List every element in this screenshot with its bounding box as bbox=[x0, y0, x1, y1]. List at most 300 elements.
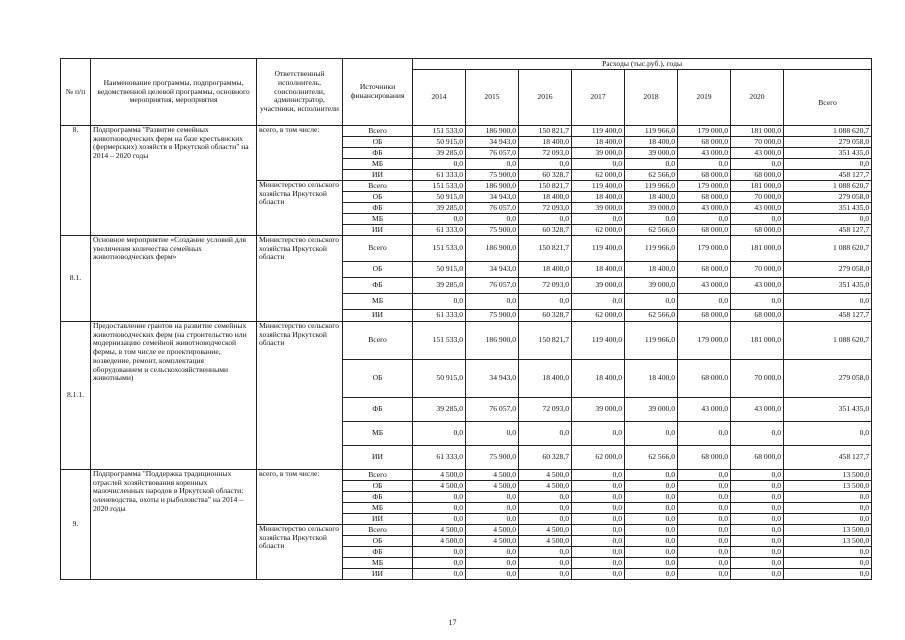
expense-cell: 18 400,0 bbox=[519, 262, 572, 278]
expense-cell: 70 000,0 bbox=[731, 262, 784, 278]
expense-cell: 0,0 bbox=[466, 514, 519, 525]
expense-cell: 61 333,0 bbox=[413, 446, 466, 470]
expense-cell: 68 000,0 bbox=[678, 446, 731, 470]
expense-cell: 68 000,0 bbox=[678, 225, 731, 236]
funding-source: ФБ bbox=[343, 148, 413, 159]
expense-cell: 0,0 bbox=[625, 294, 678, 310]
total-cell: 0,0 bbox=[784, 503, 872, 514]
funding-source: ИИ bbox=[343, 514, 413, 525]
total-cell: 1 088 620,7 bbox=[784, 126, 872, 137]
expense-cell: 151 533,0 bbox=[413, 181, 466, 192]
row-number: 8.1. bbox=[61, 236, 91, 322]
header-year: 2014 bbox=[413, 70, 466, 126]
expense-cell: 62 000,0 bbox=[572, 225, 625, 236]
expense-cell: 39 285,0 bbox=[413, 148, 466, 159]
expense-cell: 68 000,0 bbox=[731, 225, 784, 236]
expense-cell: 0,0 bbox=[625, 470, 678, 481]
row-number: 8. bbox=[61, 126, 91, 236]
table-body bbox=[61, 126, 872, 580]
expense-cell: 61 333,0 bbox=[413, 225, 466, 236]
expense-cell: 0,0 bbox=[572, 503, 625, 514]
total-cell: 13 500,0 bbox=[784, 470, 872, 481]
expense-cell: 4 500,0 bbox=[519, 536, 572, 547]
expense-cell: 62 566,0 bbox=[625, 170, 678, 181]
expense-cell: 0,0 bbox=[572, 481, 625, 492]
total-cell: 0,0 bbox=[784, 569, 872, 580]
funding-source: ИИ bbox=[343, 569, 413, 580]
program-name: Подпрограмма "Поддержка традиционных отраслей хозяйствования коренных малочисленных народов в Иркутской области: оленеводства, охоты и рыболовства" на 2014 – 2020 годы bbox=[91, 470, 257, 580]
expense-cell: 68 000,0 bbox=[678, 262, 731, 278]
expense-cell: 18 400,0 bbox=[519, 137, 572, 148]
expense-cell: 72 093,0 bbox=[519, 278, 572, 294]
expense-cell: 0,0 bbox=[466, 558, 519, 569]
total-cell: 351 435,0 bbox=[784, 398, 872, 422]
funding-source: ИИ bbox=[343, 446, 413, 470]
expense-cell: 181 000,0 bbox=[731, 126, 784, 137]
expense-cell: 18 400,0 bbox=[519, 360, 572, 398]
expense-cell: 119 966,0 bbox=[625, 181, 678, 192]
expense-cell: 0,0 bbox=[572, 422, 625, 446]
expense-cell: 4 500,0 bbox=[413, 525, 466, 536]
row-number: 9. bbox=[61, 470, 91, 580]
expense-cell: 39 000,0 bbox=[625, 203, 678, 214]
header-sources: Источники финансирования bbox=[343, 59, 413, 126]
expense-cell: 50 915,0 bbox=[413, 192, 466, 203]
expense-cell: 4 500,0 bbox=[466, 481, 519, 492]
total-cell: 458 127,7 bbox=[784, 446, 872, 470]
expense-cell: 0,0 bbox=[678, 536, 731, 547]
table-row bbox=[61, 322, 872, 360]
expense-cell: 186 900,0 bbox=[466, 322, 519, 360]
header-total: Всего bbox=[784, 70, 872, 126]
expense-cell: 43 000,0 bbox=[731, 203, 784, 214]
expense-cell: 179 000,0 bbox=[678, 322, 731, 360]
expense-cell: 0,0 bbox=[625, 525, 678, 536]
expense-cell: 179 000,0 bbox=[678, 181, 731, 192]
responsible-executor: всего, в том числе: bbox=[257, 126, 343, 181]
expense-cell: 181 000,0 bbox=[731, 322, 784, 360]
expense-cell: 34 943,0 bbox=[466, 192, 519, 203]
expense-cell: 150 821,7 bbox=[519, 126, 572, 137]
expense-cell: 43 000,0 bbox=[678, 278, 731, 294]
expense-cell: 0,0 bbox=[572, 558, 625, 569]
expense-cell: 0,0 bbox=[625, 492, 678, 503]
total-cell: 0,0 bbox=[784, 558, 872, 569]
expense-cell: 18 400,0 bbox=[519, 192, 572, 203]
expense-cell: 119 400,0 bbox=[572, 236, 625, 262]
expense-cell: 0,0 bbox=[466, 492, 519, 503]
expense-cell: 50 915,0 bbox=[413, 137, 466, 148]
expense-cell: 39 000,0 bbox=[572, 148, 625, 159]
expense-cell: 76 057,0 bbox=[466, 398, 519, 422]
funding-source: Всего bbox=[343, 322, 413, 360]
expense-cell: 4 500,0 bbox=[519, 525, 572, 536]
expense-cell: 0,0 bbox=[572, 214, 625, 225]
expense-cell: 0,0 bbox=[519, 503, 572, 514]
expense-cell: 0,0 bbox=[731, 514, 784, 525]
expense-cell: 68 000,0 bbox=[731, 446, 784, 470]
responsible-executor: Министерство сельского хозяйства Иркутской области bbox=[257, 181, 343, 236]
expense-cell: 119 966,0 bbox=[625, 126, 678, 137]
expense-cell: 60 328,7 bbox=[519, 446, 572, 470]
funding-source: ОБ bbox=[343, 192, 413, 203]
expense-cell: 0,0 bbox=[519, 159, 572, 170]
expense-cell: 0,0 bbox=[519, 492, 572, 503]
expense-cell: 0,0 bbox=[731, 558, 784, 569]
header-responsible: Ответственный исполнитель, соисполнители, администратор, участники, исполнители bbox=[257, 59, 343, 126]
funding-source: Всего bbox=[343, 236, 413, 262]
header-year: 2018 bbox=[625, 70, 678, 126]
expense-cell: 0,0 bbox=[466, 214, 519, 225]
expense-cell: 0,0 bbox=[572, 525, 625, 536]
expense-cell: 68 000,0 bbox=[678, 192, 731, 203]
total-cell: 1 088 620,7 bbox=[784, 322, 872, 360]
funding-source: МБ bbox=[343, 294, 413, 310]
expense-cell: 0,0 bbox=[625, 503, 678, 514]
expense-cell: 18 400,0 bbox=[625, 360, 678, 398]
expense-cell: 150 821,7 bbox=[519, 181, 572, 192]
header-year: 2017 bbox=[572, 70, 625, 126]
expense-cell: 18 400,0 bbox=[625, 262, 678, 278]
expense-cell: 18 400,0 bbox=[572, 360, 625, 398]
expense-cell: 181 000,0 bbox=[731, 181, 784, 192]
expense-cell: 0,0 bbox=[678, 558, 731, 569]
expense-cell: 72 093,0 bbox=[519, 203, 572, 214]
expense-cell: 76 057,0 bbox=[466, 278, 519, 294]
total-cell: 0,0 bbox=[784, 159, 872, 170]
row-number: 8.1.1. bbox=[61, 322, 91, 470]
expense-cell: 43 000,0 bbox=[731, 278, 784, 294]
table-row bbox=[61, 236, 872, 262]
total-cell: 458 127,7 bbox=[784, 310, 872, 322]
expense-cell: 0,0 bbox=[572, 470, 625, 481]
total-cell: 13 500,0 bbox=[784, 525, 872, 536]
expense-cell: 0,0 bbox=[572, 547, 625, 558]
funding-source: МБ bbox=[343, 422, 413, 446]
expense-cell: 68 000,0 bbox=[731, 310, 784, 322]
expense-cell: 62 000,0 bbox=[572, 170, 625, 181]
expense-cell: 150 821,7 bbox=[519, 236, 572, 262]
expense-cell: 4 500,0 bbox=[466, 536, 519, 547]
expense-cell: 0,0 bbox=[625, 514, 678, 525]
expense-cell: 0,0 bbox=[625, 547, 678, 558]
expense-cell: 61 333,0 bbox=[413, 310, 466, 322]
funding-source: Всего bbox=[343, 525, 413, 536]
total-cell: 0,0 bbox=[784, 492, 872, 503]
expense-cell: 0,0 bbox=[731, 294, 784, 310]
expense-cell: 0,0 bbox=[731, 214, 784, 225]
responsible-executor: всего, в том числе: bbox=[257, 470, 343, 525]
header-year: 2015 bbox=[466, 70, 519, 126]
expense-cell: 4 500,0 bbox=[413, 470, 466, 481]
expense-cell: 62 566,0 bbox=[625, 225, 678, 236]
expense-cell: 0,0 bbox=[678, 294, 731, 310]
expense-cell: 43 000,0 bbox=[678, 148, 731, 159]
expense-cell: 70 000,0 bbox=[731, 192, 784, 203]
expense-cell: 75 900,0 bbox=[466, 310, 519, 322]
funding-source: Всего bbox=[343, 126, 413, 137]
expense-cell: 60 328,7 bbox=[519, 170, 572, 181]
expense-cell: 0,0 bbox=[678, 470, 731, 481]
header-name: Наименование программы, подпрограммы, ведомственной целевой программы, основного мероприятия, мероприятия bbox=[91, 59, 257, 126]
funding-source: ОБ bbox=[343, 360, 413, 398]
expense-cell: 0,0 bbox=[678, 547, 731, 558]
expense-cell: 151 533,0 bbox=[413, 126, 466, 137]
expense-cell: 72 093,0 bbox=[519, 398, 572, 422]
expense-cell: 0,0 bbox=[466, 547, 519, 558]
expense-cell: 4 500,0 bbox=[519, 470, 572, 481]
expense-cell: 34 943,0 bbox=[466, 137, 519, 148]
header-expenses: Расходы (тыс.руб.), годы bbox=[413, 59, 872, 70]
expense-cell: 39 000,0 bbox=[625, 278, 678, 294]
expense-cell: 0,0 bbox=[678, 159, 731, 170]
expense-cell: 0,0 bbox=[413, 569, 466, 580]
table-header bbox=[61, 59, 872, 126]
expense-cell: 186 900,0 bbox=[466, 126, 519, 137]
expense-cell: 0,0 bbox=[519, 514, 572, 525]
total-cell: 0,0 bbox=[784, 547, 872, 558]
funding-source: Всего bbox=[343, 181, 413, 192]
expense-cell: 62 000,0 bbox=[572, 446, 625, 470]
expense-cell: 0,0 bbox=[678, 525, 731, 536]
expense-cell: 0,0 bbox=[625, 569, 678, 580]
expense-cell: 0,0 bbox=[731, 547, 784, 558]
program-name: Предоставление грантов на развитие семейных животноводческих ферм (на строительство или модернизацию семейной животноводческой фермы, в том числе ее проектирование, возведение, ремонт, комплектация оборудованием и сельскохозяйственными животными) bbox=[91, 322, 257, 470]
expense-cell: 186 900,0 bbox=[466, 181, 519, 192]
total-cell: 13 500,0 bbox=[784, 481, 872, 492]
total-cell: 1 088 620,7 bbox=[784, 181, 872, 192]
funding-source: ИИ bbox=[343, 225, 413, 236]
total-cell: 279 058,0 bbox=[784, 360, 872, 398]
table-row bbox=[61, 126, 872, 137]
total-cell: 279 058,0 bbox=[784, 192, 872, 203]
expense-cell: 18 400,0 bbox=[572, 137, 625, 148]
expense-cell: 0,0 bbox=[413, 159, 466, 170]
page-number: 17 bbox=[448, 618, 457, 627]
funding-source: МБ bbox=[343, 214, 413, 225]
expense-cell: 0,0 bbox=[413, 214, 466, 225]
expense-cell: 75 900,0 bbox=[466, 170, 519, 181]
responsible-executor: Министерство сельского хозяйства Иркутской области bbox=[257, 525, 343, 580]
expense-cell: 75 900,0 bbox=[466, 446, 519, 470]
funding-source: ОБ bbox=[343, 536, 413, 547]
expense-cell: 119 400,0 bbox=[572, 126, 625, 137]
funding-source: ОБ bbox=[343, 137, 413, 148]
funding-source: ИИ bbox=[343, 170, 413, 181]
total-cell: 458 127,7 bbox=[784, 170, 872, 181]
total-cell: 1 088 620,7 bbox=[784, 236, 872, 262]
expense-cell: 0,0 bbox=[625, 558, 678, 569]
expense-cell: 0,0 bbox=[625, 214, 678, 225]
total-cell: 279 058,0 bbox=[784, 137, 872, 148]
expense-cell: 0,0 bbox=[519, 294, 572, 310]
expense-cell: 72 093,0 bbox=[519, 148, 572, 159]
expense-cell: 43 000,0 bbox=[731, 148, 784, 159]
expense-cell: 75 900,0 bbox=[466, 225, 519, 236]
expense-cell: 0,0 bbox=[625, 481, 678, 492]
expense-cell: 0,0 bbox=[413, 547, 466, 558]
responsible-executor: Министерство сельского хозяйства Иркутской области bbox=[257, 322, 343, 470]
expense-cell: 39 000,0 bbox=[625, 398, 678, 422]
expense-cell: 0,0 bbox=[572, 514, 625, 525]
expense-cell: 0,0 bbox=[731, 159, 784, 170]
funding-source: ФБ bbox=[343, 492, 413, 503]
expense-cell: 150 821,7 bbox=[519, 322, 572, 360]
total-cell: 351 435,0 bbox=[784, 148, 872, 159]
expense-cell: 0,0 bbox=[625, 422, 678, 446]
total-cell: 351 435,0 bbox=[784, 278, 872, 294]
expense-cell: 151 533,0 bbox=[413, 236, 466, 262]
expense-cell: 0,0 bbox=[413, 422, 466, 446]
expense-cell: 0,0 bbox=[572, 536, 625, 547]
expense-cell: 4 500,0 bbox=[413, 481, 466, 492]
total-cell: 0,0 bbox=[784, 294, 872, 310]
expense-cell: 34 943,0 bbox=[466, 360, 519, 398]
expense-cell: 50 915,0 bbox=[413, 262, 466, 278]
expense-cell: 39 000,0 bbox=[572, 398, 625, 422]
expense-cell: 60 328,7 bbox=[519, 225, 572, 236]
expense-cell: 61 333,0 bbox=[413, 170, 466, 181]
expense-cell: 0,0 bbox=[572, 294, 625, 310]
expense-cell: 43 000,0 bbox=[678, 203, 731, 214]
total-cell: 458 127,7 bbox=[784, 225, 872, 236]
expense-cell: 0,0 bbox=[413, 514, 466, 525]
expense-cell: 0,0 bbox=[572, 569, 625, 580]
total-cell: 279 058,0 bbox=[784, 262, 872, 278]
expense-cell: 0,0 bbox=[678, 481, 731, 492]
header-year: 2016 bbox=[519, 70, 572, 126]
expense-cell: 0,0 bbox=[413, 492, 466, 503]
expense-cell: 0,0 bbox=[466, 569, 519, 580]
expense-cell: 68 000,0 bbox=[678, 310, 731, 322]
expense-cell: 62 566,0 bbox=[625, 310, 678, 322]
funding-source: ОБ bbox=[343, 481, 413, 492]
expense-cell: 0,0 bbox=[519, 214, 572, 225]
expense-cell: 0,0 bbox=[519, 547, 572, 558]
expense-cell: 76 057,0 bbox=[466, 203, 519, 214]
expense-cell: 0,0 bbox=[466, 503, 519, 514]
expense-cell: 39 285,0 bbox=[413, 278, 466, 294]
expense-cell: 0,0 bbox=[625, 159, 678, 170]
expense-cell: 0,0 bbox=[678, 503, 731, 514]
expense-cell: 0,0 bbox=[466, 294, 519, 310]
expense-cell: 0,0 bbox=[731, 503, 784, 514]
header-year: 2019 bbox=[678, 70, 731, 126]
expense-cell: 39 000,0 bbox=[572, 278, 625, 294]
expense-cell: 18 400,0 bbox=[572, 262, 625, 278]
funding-source: ФБ bbox=[343, 278, 413, 294]
expense-cell: 0,0 bbox=[678, 492, 731, 503]
expense-cell: 4 500,0 bbox=[466, 470, 519, 481]
header-year: 2020 bbox=[731, 70, 784, 126]
expense-cell: 62 000,0 bbox=[572, 310, 625, 322]
expense-cell: 0,0 bbox=[625, 536, 678, 547]
expense-cell: 119 400,0 bbox=[572, 322, 625, 360]
expense-cell: 119 400,0 bbox=[572, 181, 625, 192]
expense-cell: 39 285,0 bbox=[413, 203, 466, 214]
expense-cell: 18 400,0 bbox=[625, 137, 678, 148]
expense-cell: 151 533,0 bbox=[413, 322, 466, 360]
expense-cell: 50 915,0 bbox=[413, 360, 466, 398]
expense-cell: 0,0 bbox=[678, 214, 731, 225]
expense-cell: 0,0 bbox=[466, 422, 519, 446]
funding-source: МБ bbox=[343, 503, 413, 514]
funding-source: МБ bbox=[343, 159, 413, 170]
funding-source: ФБ bbox=[343, 547, 413, 558]
expense-cell: 0,0 bbox=[519, 422, 572, 446]
expense-cell: 0,0 bbox=[678, 569, 731, 580]
expense-cell: 62 566,0 bbox=[625, 446, 678, 470]
funding-source: ОБ bbox=[343, 262, 413, 278]
budget-table bbox=[60, 58, 872, 580]
total-cell: 0,0 bbox=[784, 514, 872, 525]
funding-source: ФБ bbox=[343, 398, 413, 422]
expense-cell: 179 000,0 bbox=[678, 236, 731, 262]
responsible-executor: Министерство сельского хозяйства Иркутской области bbox=[257, 236, 343, 322]
expense-cell: 0,0 bbox=[519, 558, 572, 569]
expense-cell: 0,0 bbox=[466, 159, 519, 170]
total-cell: 0,0 bbox=[784, 214, 872, 225]
expense-cell: 0,0 bbox=[678, 422, 731, 446]
expense-cell: 39 000,0 bbox=[572, 203, 625, 214]
total-cell: 0,0 bbox=[784, 422, 872, 446]
expense-cell: 68 000,0 bbox=[678, 137, 731, 148]
expense-cell: 43 000,0 bbox=[678, 398, 731, 422]
expense-cell: 0,0 bbox=[413, 294, 466, 310]
funding-source: ФБ bbox=[343, 203, 413, 214]
expense-cell: 43 000,0 bbox=[731, 398, 784, 422]
expense-cell: 0,0 bbox=[731, 525, 784, 536]
expense-cell: 68 000,0 bbox=[731, 170, 784, 181]
expense-cell: 39 000,0 bbox=[625, 148, 678, 159]
expense-cell: 0,0 bbox=[731, 422, 784, 446]
total-cell: 13 500,0 bbox=[784, 536, 872, 547]
expense-cell: 119 966,0 bbox=[625, 322, 678, 360]
expense-cell: 4 500,0 bbox=[466, 525, 519, 536]
expense-cell: 0,0 bbox=[413, 558, 466, 569]
table-row bbox=[61, 470, 872, 481]
expense-cell: 119 966,0 bbox=[625, 236, 678, 262]
expense-cell: 0,0 bbox=[731, 492, 784, 503]
funding-source: МБ bbox=[343, 558, 413, 569]
expense-cell: 18 400,0 bbox=[625, 192, 678, 203]
expense-cell: 0,0 bbox=[731, 481, 784, 492]
funding-source: ИИ bbox=[343, 310, 413, 322]
program-name: Основное мероприятие «Создание условий для увеличения количества семейных животноводческих ферм» bbox=[91, 236, 257, 322]
expense-cell: 18 400,0 bbox=[572, 192, 625, 203]
expense-cell: 68 000,0 bbox=[678, 360, 731, 398]
expense-cell: 0,0 bbox=[572, 159, 625, 170]
expense-cell: 181 000,0 bbox=[731, 236, 784, 262]
expense-cell: 4 500,0 bbox=[519, 481, 572, 492]
expense-cell: 179 000,0 bbox=[678, 126, 731, 137]
funding-source: Всего bbox=[343, 470, 413, 481]
expense-cell: 0,0 bbox=[678, 514, 731, 525]
expense-cell: 0,0 bbox=[413, 503, 466, 514]
expense-cell: 0,0 bbox=[731, 536, 784, 547]
expense-cell: 68 000,0 bbox=[678, 170, 731, 181]
expense-cell: 70 000,0 bbox=[731, 360, 784, 398]
expense-cell: 34 943,0 bbox=[466, 262, 519, 278]
expense-cell: 60 328,7 bbox=[519, 310, 572, 322]
expense-cell: 39 285,0 bbox=[413, 398, 466, 422]
expense-cell: 0,0 bbox=[519, 569, 572, 580]
expense-cell: 0,0 bbox=[572, 492, 625, 503]
expense-cell: 0,0 bbox=[731, 569, 784, 580]
expense-cell: 186 900,0 bbox=[466, 236, 519, 262]
expense-cell: 76 057,0 bbox=[466, 148, 519, 159]
expense-cell: 70 000,0 bbox=[731, 137, 784, 148]
